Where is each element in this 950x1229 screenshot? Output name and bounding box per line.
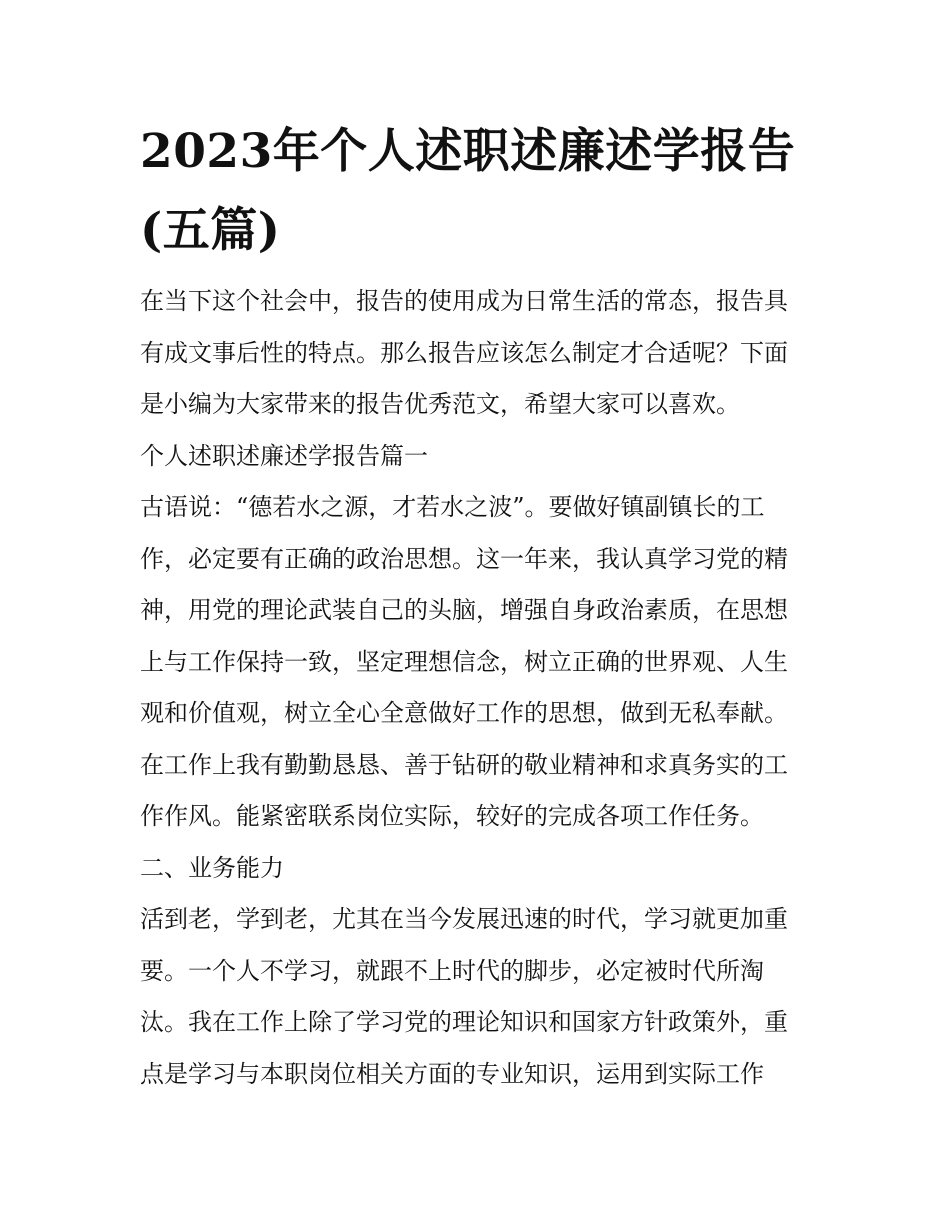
paragraph-line: 神，用党的理论武装自己的头脑，增强自身政治素质，在思想 — [140, 596, 788, 624]
intro-paragraph-line: 有成文事后性的特点。那么报告应该怎么制定才合适呢？下面 — [140, 338, 788, 367]
subsection-heading: 二、业务能力 — [140, 853, 284, 882]
title-line: (五篇) — [140, 203, 281, 258]
section-heading: 个人述职述廉述学报告篇一 — [140, 441, 428, 470]
paragraph-line: 要。一个人不学习，就跟不上时代的脚步，必定被时代所淘 — [140, 956, 764, 985]
paragraph-line: 作，必定要有正确的政治思想。这一年来，我认真学习党的精 — [140, 544, 788, 573]
paragraph-line: 在工作上我有勤勤恳恳、善于钻研的敬业精神和求真务实的工 — [140, 750, 788, 779]
intro-paragraph-line: 是小编为大家带来的报告优秀范文，希望大家可以喜欢。 — [140, 390, 740, 418]
intro-paragraph-line: 在当下这个社会中，报告的使用成为日常生活的常态，报告具 — [140, 287, 788, 315]
paragraph-line: 活到老，学到老，尤其在当今发展迅速的时代，学习就更加重 — [140, 905, 788, 933]
title-line: 2023年个人述职述廉述学报告 — [140, 124, 796, 179]
paragraph-line: 古语说：“德若水之源，才若水之波”。要做好镇副镇长的工 — [140, 493, 765, 521]
document-body — [140, 276, 830, 1100]
paragraph-line: 上与工作保持一致，坚定理想信念，树立正确的世界观、人生 — [140, 647, 788, 676]
paragraph-line: 点是学习与本职岗位相关方面的专业知识，运用到实际工作 — [140, 1059, 764, 1088]
document-title — [140, 112, 830, 270]
paragraph-line: 观和价值观，树立全心全意做好工作的思想，做到无私奉献。 — [140, 699, 788, 727]
paragraph-line: 作作风。能紧密联系岗位实际，较好的完成各项工作任务。 — [140, 802, 764, 830]
paragraph-line: 汰。我在工作上除了学习党的理论知识和国家方针政策外，重 — [140, 1008, 788, 1036]
